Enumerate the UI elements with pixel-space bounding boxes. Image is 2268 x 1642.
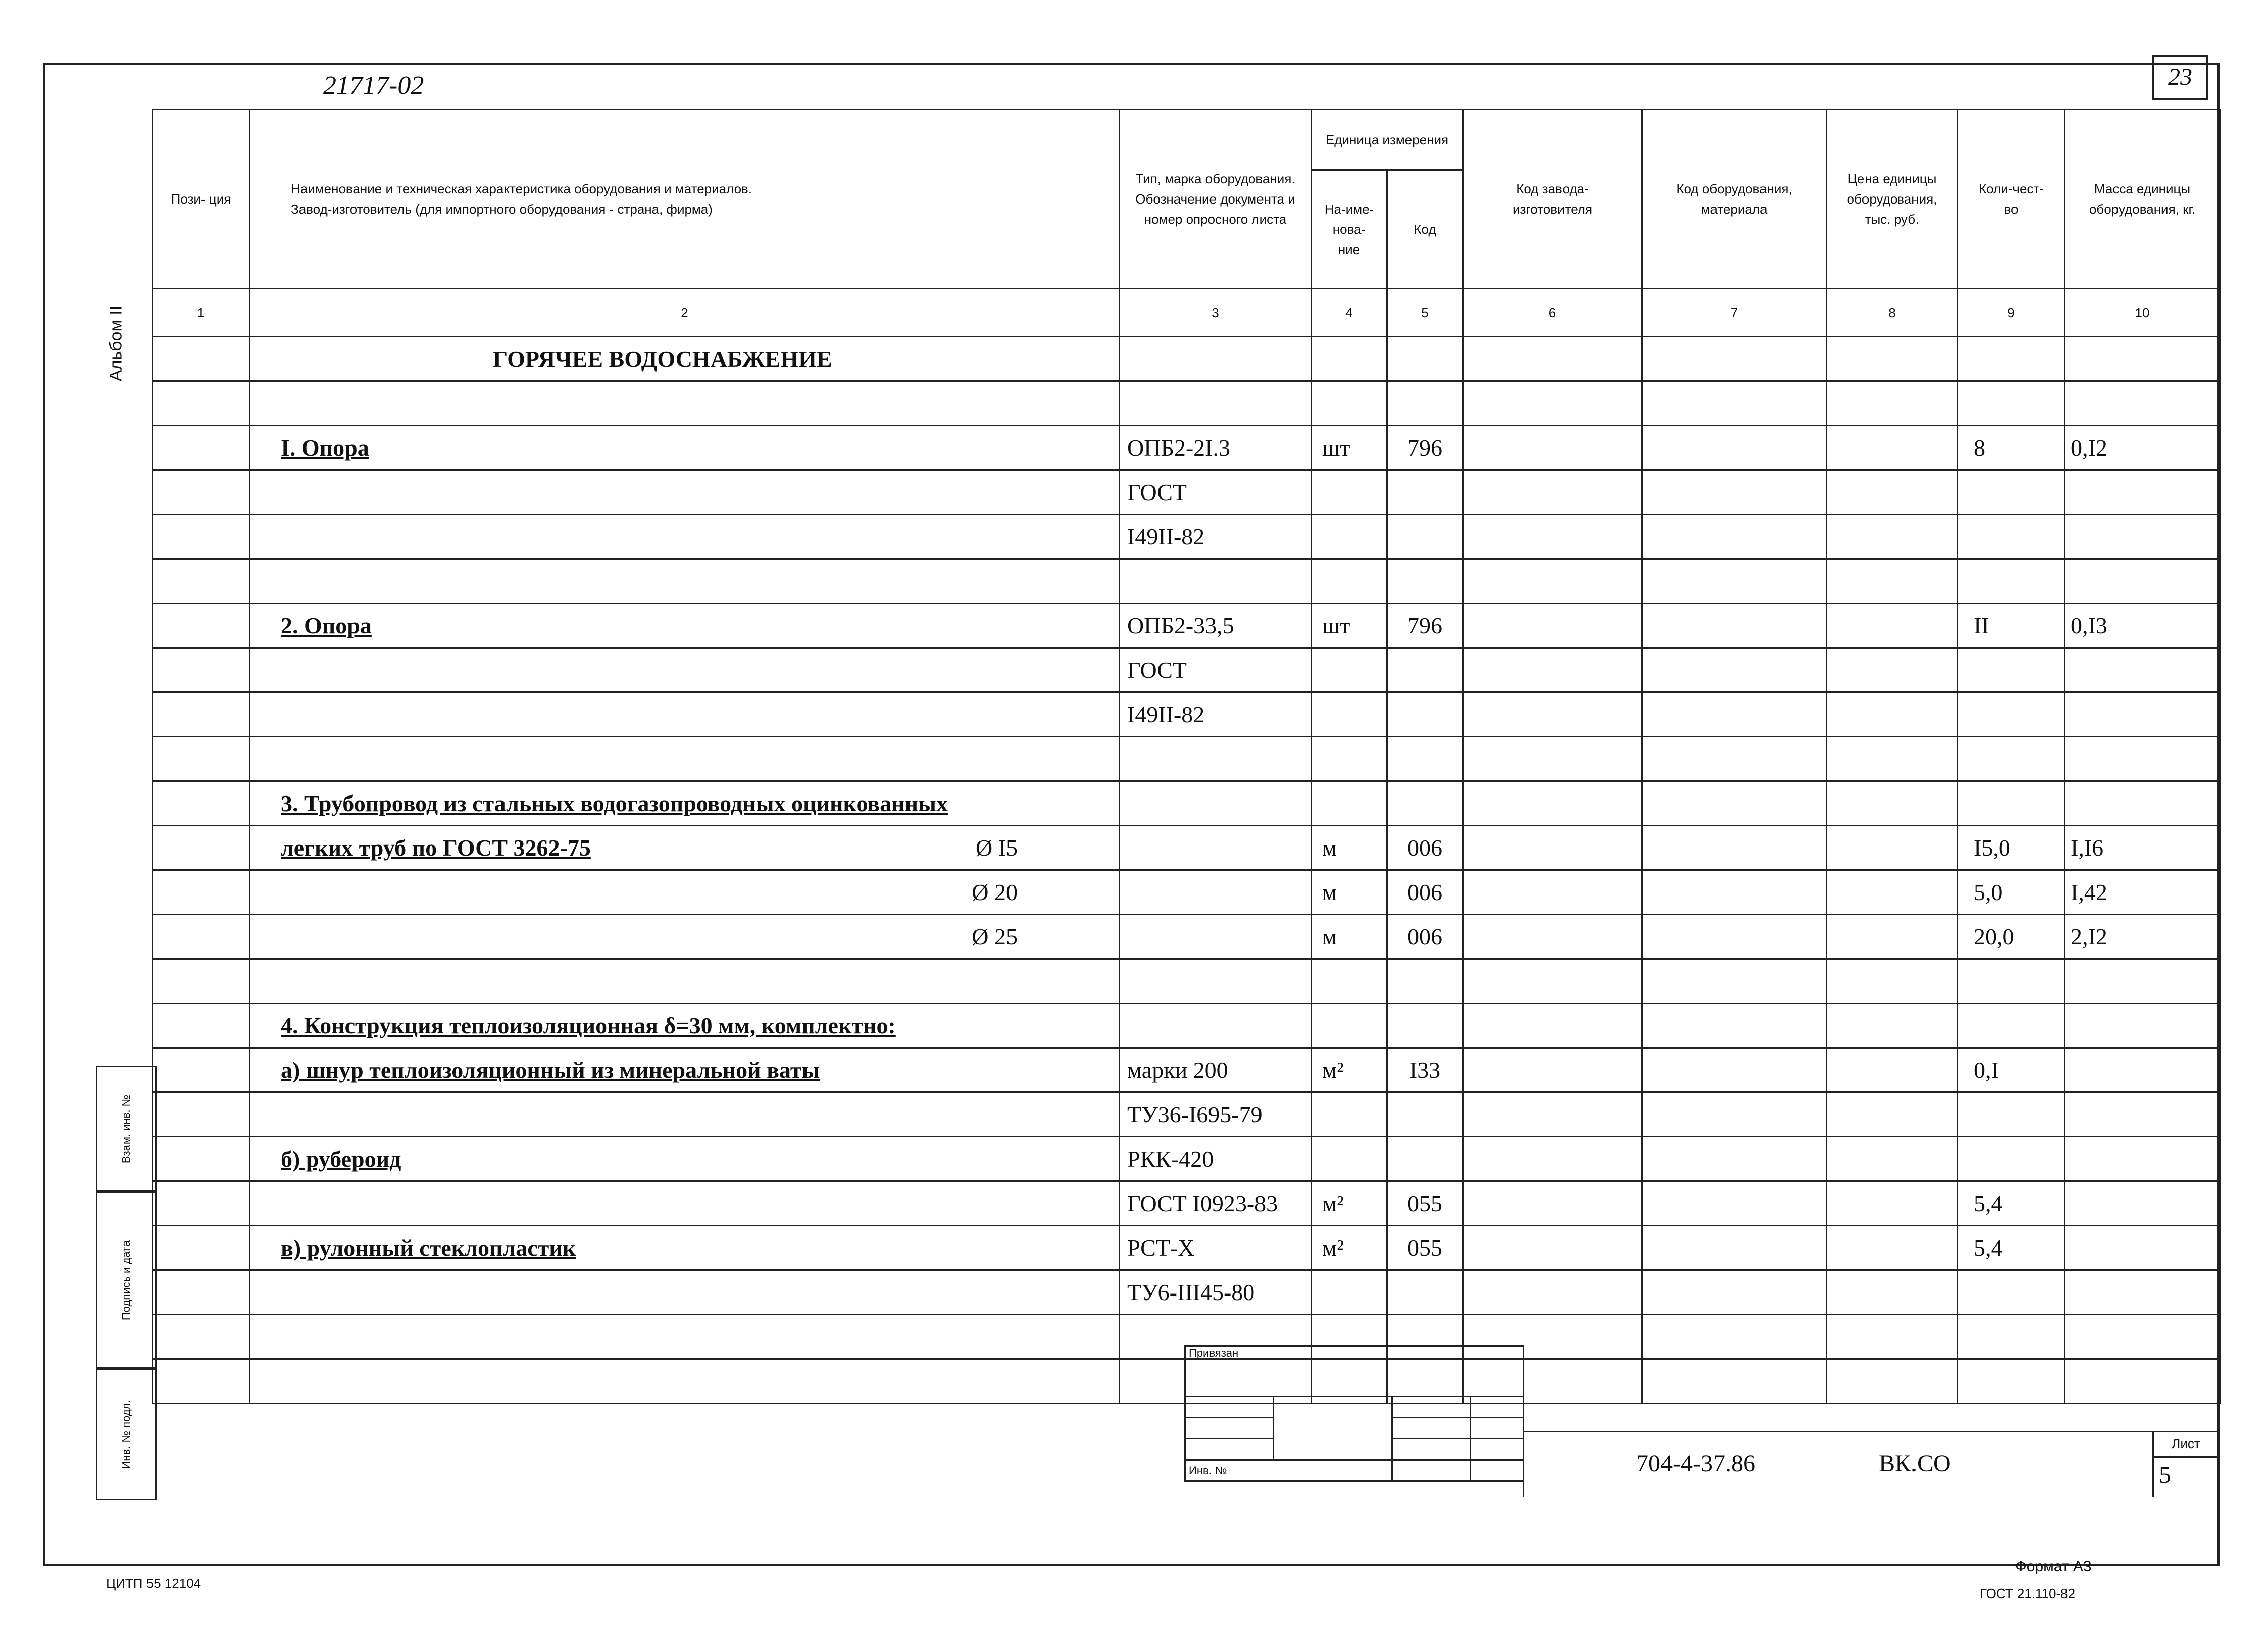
table-row bbox=[153, 1226, 2220, 1270]
cell-c3: ГОСТ bbox=[1120, 648, 1312, 692]
cell-c3: ГОСТ I0923-83 bbox=[1120, 1181, 1312, 1226]
cell-c4 bbox=[1312, 515, 1387, 559]
cell-c10 bbox=[2065, 559, 2220, 604]
cell-c4 bbox=[1312, 737, 1387, 781]
section-title: ГОРЯЧЕЕ ВОДОСНАБЖЕНИЕ bbox=[250, 337, 1120, 381]
cell-c5: 055 bbox=[1387, 1181, 1463, 1226]
album-label-box bbox=[101, 283, 131, 404]
cell-c10 bbox=[2065, 1359, 2220, 1404]
row-diameter: Ø 25 bbox=[972, 924, 1018, 950]
col-number: 10 bbox=[2065, 289, 2220, 337]
cell-c10 bbox=[2065, 381, 2220, 426]
row-name: в) рулонный стеклопластик bbox=[281, 1235, 576, 1261]
cell-c4: м bbox=[1312, 915, 1387, 959]
cell-c9 bbox=[1958, 648, 2065, 692]
cell-c4: шт bbox=[1312, 604, 1387, 648]
cell-c9 bbox=[1958, 781, 2065, 826]
cell-c4 bbox=[1312, 1270, 1387, 1315]
cell-c3: ТУ6-III45-80 bbox=[1120, 1270, 1312, 1315]
table-row bbox=[153, 826, 2220, 870]
table-row bbox=[153, 381, 2220, 426]
cell-c3: I49II-82 bbox=[1120, 515, 1312, 559]
cell-c9: II bbox=[1958, 604, 2065, 648]
col-header-equipment-code: Код оборудования, материала bbox=[1642, 110, 1827, 289]
table-row bbox=[153, 515, 2220, 559]
cell-c4: м² bbox=[1312, 1181, 1387, 1226]
table-row bbox=[153, 959, 2220, 1004]
table-row bbox=[153, 737, 2220, 781]
cell-c10 bbox=[2065, 470, 2220, 515]
cell-c9: 5,4 bbox=[1958, 1181, 2065, 1226]
row-name: 2. Опора bbox=[281, 613, 372, 638]
cell-c10 bbox=[2065, 648, 2220, 692]
album-label: Альбом II bbox=[106, 305, 126, 382]
cell-c5: 006 bbox=[1387, 915, 1463, 959]
stamp-block bbox=[1184, 1345, 1524, 1482]
table-row bbox=[153, 1004, 2220, 1048]
cell-c5 bbox=[1387, 648, 1463, 692]
col-header-factory-code: Код завода-изготовителя bbox=[1463, 110, 1642, 289]
cell-c3 bbox=[1120, 915, 1312, 959]
cell-c5 bbox=[1387, 470, 1463, 515]
row-name: 3. Трубопровод из стальных водогазопроводных оцинкованных bbox=[281, 790, 948, 816]
cell-c9: 5,4 bbox=[1958, 1226, 2065, 1270]
cell-c2 bbox=[250, 426, 1120, 470]
cell-c9 bbox=[1958, 737, 2065, 781]
cell-c4: м² bbox=[1312, 1048, 1387, 1092]
cell-c3 bbox=[1120, 826, 1312, 870]
cell-c2 bbox=[250, 1181, 1120, 1226]
cell-c4: шт bbox=[1312, 426, 1387, 470]
sheet-corner-number: 23 bbox=[2152, 55, 2208, 100]
table-row bbox=[153, 1270, 2220, 1315]
doc-mark: ВК.СО bbox=[1879, 1450, 1951, 1477]
table-row bbox=[153, 781, 2220, 826]
col-header-unit-name: На-име-нова-ние bbox=[1312, 170, 1387, 289]
cell-c2 bbox=[250, 737, 1120, 781]
cell-c3 bbox=[1120, 559, 1312, 604]
row-name: I. Опора bbox=[281, 435, 369, 461]
stamp-privyazan: Привязан bbox=[1185, 1346, 1524, 1397]
cell-c4: м bbox=[1312, 870, 1387, 915]
format-label: Формат А3 bbox=[2015, 1558, 2092, 1575]
cell-c10: 0,I3 bbox=[2065, 604, 2220, 648]
section-title-row bbox=[153, 337, 2220, 381]
cell-c2 bbox=[250, 470, 1120, 515]
cell-c3: ОПБ2-2I.3 bbox=[1120, 426, 1312, 470]
table-row bbox=[153, 1137, 2220, 1181]
cell-c4 bbox=[1312, 959, 1387, 1004]
cell-c5 bbox=[1387, 781, 1463, 826]
data-rows bbox=[153, 381, 2220, 1404]
cell-c3: ГОСТ bbox=[1120, 470, 1312, 515]
cell-c5: I33 bbox=[1387, 1048, 1463, 1092]
cell-c9 bbox=[1958, 959, 2065, 1004]
cell-c4 bbox=[1312, 1004, 1387, 1048]
cell-c4 bbox=[1312, 648, 1387, 692]
row-name: а) шнур теплоизоляционный из минеральной ваты bbox=[281, 1057, 820, 1083]
cell-c5: 796 bbox=[1387, 426, 1463, 470]
cell-c9 bbox=[1958, 1315, 2065, 1359]
cell-c3: марки 200 bbox=[1120, 1048, 1312, 1092]
cell-c5 bbox=[1387, 1004, 1463, 1048]
cell-c2 bbox=[250, 870, 1120, 915]
row-name: 4. Конструкция теплоизоляционная δ=30 мм, комплектно: bbox=[281, 1013, 896, 1038]
title-block-line bbox=[1523, 1431, 1524, 1497]
cell-c9 bbox=[1958, 381, 2065, 426]
col-number: 8 bbox=[1827, 289, 1958, 337]
sheet-label: Лист bbox=[2154, 1431, 2218, 1458]
col-header-unit: Единица измерения bbox=[1312, 110, 1463, 170]
cell-c2 bbox=[250, 915, 1120, 959]
table-row bbox=[153, 470, 2220, 515]
cell-c2 bbox=[250, 1004, 1120, 1048]
cell-c3 bbox=[1120, 870, 1312, 915]
cell-c9 bbox=[1958, 1092, 2065, 1137]
cell-c9 bbox=[1958, 1004, 2065, 1048]
cell-c5 bbox=[1387, 692, 1463, 737]
table-row bbox=[153, 692, 2220, 737]
cell-c10 bbox=[2065, 515, 2220, 559]
cell-c2 bbox=[250, 1315, 1120, 1359]
cell-c9 bbox=[1958, 1359, 2065, 1404]
cell-c9 bbox=[1958, 470, 2065, 515]
doc-number: 21717-02 bbox=[323, 71, 424, 100]
cell-c4 bbox=[1312, 559, 1387, 604]
table-row bbox=[153, 648, 2220, 692]
cell-c3: РСТ-Х bbox=[1120, 1226, 1312, 1270]
col-header-type: Тип, марка оборудования. Обозначение документа и номер опросного листа bbox=[1120, 110, 1312, 289]
col-header-position: Пози- ция bbox=[153, 110, 250, 289]
cell-c3: РКК-420 bbox=[1120, 1137, 1312, 1181]
cell-c2 bbox=[250, 1048, 1120, 1092]
cell-c2 bbox=[250, 1092, 1120, 1137]
cell-c10 bbox=[2065, 1137, 2220, 1181]
col-header-name: Наименование и техническая характеристика оборудования и материалов. Завод-изготовитель (для импортного оборудования - страна, фирма) bbox=[250, 110, 1120, 289]
cell-c5 bbox=[1387, 1137, 1463, 1181]
spec-table bbox=[152, 109, 2221, 1404]
cell-c3 bbox=[1120, 737, 1312, 781]
table-row bbox=[153, 915, 2220, 959]
sheet-box bbox=[2152, 1431, 2218, 1497]
col-number: 6 bbox=[1463, 289, 1642, 337]
cell-c3: I49II-82 bbox=[1120, 692, 1312, 737]
cell-c2 bbox=[250, 781, 1120, 826]
cell-c9: I5,0 bbox=[1958, 826, 2065, 870]
col-number: 3 bbox=[1120, 289, 1312, 337]
cell-c9 bbox=[1958, 515, 2065, 559]
col-number: 7 bbox=[1642, 289, 1827, 337]
cell-c10: I,I6 bbox=[2065, 826, 2220, 870]
cell-c10: 2,I2 bbox=[2065, 915, 2220, 959]
sidebar-podpis-data: Подпись и дата bbox=[96, 1192, 157, 1369]
cell-c9 bbox=[1958, 559, 2065, 604]
cell-c4 bbox=[1312, 692, 1387, 737]
cell-c10 bbox=[2065, 737, 2220, 781]
cell-c9 bbox=[1958, 692, 2065, 737]
cell-c2 bbox=[250, 604, 1120, 648]
sidebar-inv-podl: Инв. № подл. bbox=[96, 1369, 157, 1500]
row-diameter: Ø 20 bbox=[972, 879, 1018, 905]
cell-c2 bbox=[250, 515, 1120, 559]
cell-c5: 006 bbox=[1387, 870, 1463, 915]
print-label: ЦИТП 55 12104 bbox=[106, 1576, 201, 1591]
cell-c5: 055 bbox=[1387, 1226, 1463, 1270]
cell-c5 bbox=[1387, 1092, 1463, 1137]
cell-c9: 20,0 bbox=[1958, 915, 2065, 959]
title-block-line bbox=[1523, 1431, 2220, 1432]
cell-c2 bbox=[250, 559, 1120, 604]
cell-c10 bbox=[2065, 1226, 2220, 1270]
row-name: б) рубероид bbox=[281, 1146, 401, 1172]
cell-c5 bbox=[1387, 1270, 1463, 1315]
cell-c2 bbox=[250, 381, 1120, 426]
cell-c10: I,42 bbox=[2065, 870, 2220, 915]
cell-c10: 0,I2 bbox=[2065, 426, 2220, 470]
cell-c2 bbox=[250, 1226, 1120, 1270]
cell-c10 bbox=[2065, 692, 2220, 737]
cell-c4: м² bbox=[1312, 1226, 1387, 1270]
table-row bbox=[153, 1181, 2220, 1226]
cell-c10 bbox=[2065, 1048, 2220, 1092]
col-header-unit-code: Код bbox=[1387, 170, 1463, 289]
cell-c3 bbox=[1120, 1004, 1312, 1048]
col-header-quantity: Коли-чест-во bbox=[1958, 110, 2065, 289]
col-number: 1 bbox=[153, 289, 250, 337]
cell-c9 bbox=[1958, 1137, 2065, 1181]
cell-c10 bbox=[2065, 1004, 2220, 1048]
column-number-row bbox=[153, 289, 2220, 337]
stamp-inv-label: Инв. № bbox=[1185, 1460, 1392, 1481]
cell-c10 bbox=[2065, 1270, 2220, 1315]
cell-c2 bbox=[250, 1137, 1120, 1181]
col-number: 4 bbox=[1312, 289, 1387, 337]
table-row bbox=[153, 559, 2220, 604]
table-row bbox=[153, 604, 2220, 648]
table-row bbox=[153, 426, 2220, 470]
row-name: легких труб по ГОСТ 3262-75 bbox=[281, 835, 591, 861]
table-row bbox=[153, 870, 2220, 915]
cell-c2 bbox=[250, 692, 1120, 737]
cell-c5 bbox=[1387, 515, 1463, 559]
col-header-mass: Масса единицы оборудования, кг. bbox=[2065, 110, 2220, 289]
cell-c2 bbox=[250, 959, 1120, 1004]
table-row bbox=[153, 1048, 2220, 1092]
cell-c9: 5,0 bbox=[1958, 870, 2065, 915]
cell-c2 bbox=[250, 1270, 1120, 1315]
gost-label: ГОСТ 21.110-82 bbox=[1980, 1586, 2076, 1601]
sidebar-vzam-inv: Взам. инв. № bbox=[96, 1066, 157, 1192]
cell-c9 bbox=[1958, 1270, 2065, 1315]
cell-c3 bbox=[1120, 781, 1312, 826]
cell-c5 bbox=[1387, 959, 1463, 1004]
cell-c5: 796 bbox=[1387, 604, 1463, 648]
cell-c10 bbox=[2065, 1092, 2220, 1137]
cell-c10 bbox=[2065, 959, 2220, 1004]
cell-c9: 8 bbox=[1958, 426, 2065, 470]
cell-c2 bbox=[250, 648, 1120, 692]
col-number: 2 bbox=[250, 289, 1120, 337]
sheet-number: 5 bbox=[2159, 1462, 2171, 1488]
col-header-price: Цена единицы оборудования, тыс. руб. bbox=[1827, 110, 1958, 289]
cell-c5: 006 bbox=[1387, 826, 1463, 870]
cell-c4 bbox=[1312, 1137, 1387, 1181]
cell-c2 bbox=[250, 826, 1120, 870]
cell-c10 bbox=[2065, 781, 2220, 826]
cell-c5 bbox=[1387, 559, 1463, 604]
cell-c4 bbox=[1312, 781, 1387, 826]
cell-c4 bbox=[1312, 1092, 1387, 1137]
cell-c3 bbox=[1120, 381, 1312, 426]
cell-c3 bbox=[1120, 959, 1312, 1004]
cell-c10 bbox=[2065, 1181, 2220, 1226]
col-number: 9 bbox=[1958, 289, 2065, 337]
cell-c2 bbox=[250, 1359, 1120, 1404]
cell-c4 bbox=[1312, 470, 1387, 515]
cell-c3: ТУ36-I695-79 bbox=[1120, 1092, 1312, 1137]
doc-code: 704-4-37.86 bbox=[1636, 1450, 1755, 1477]
cell-c4: м bbox=[1312, 826, 1387, 870]
col-number: 5 bbox=[1387, 289, 1463, 337]
header-row bbox=[153, 110, 2220, 170]
table-row bbox=[153, 1092, 2220, 1137]
cell-c5 bbox=[1387, 737, 1463, 781]
cell-c10 bbox=[2065, 1315, 2220, 1359]
cell-c3: ОПБ2-33,5 bbox=[1120, 604, 1312, 648]
row-diameter: Ø I5 bbox=[975, 835, 1018, 861]
cell-c5 bbox=[1387, 381, 1463, 426]
cell-c9: 0,I bbox=[1958, 1048, 2065, 1092]
cell-c4 bbox=[1312, 381, 1387, 426]
